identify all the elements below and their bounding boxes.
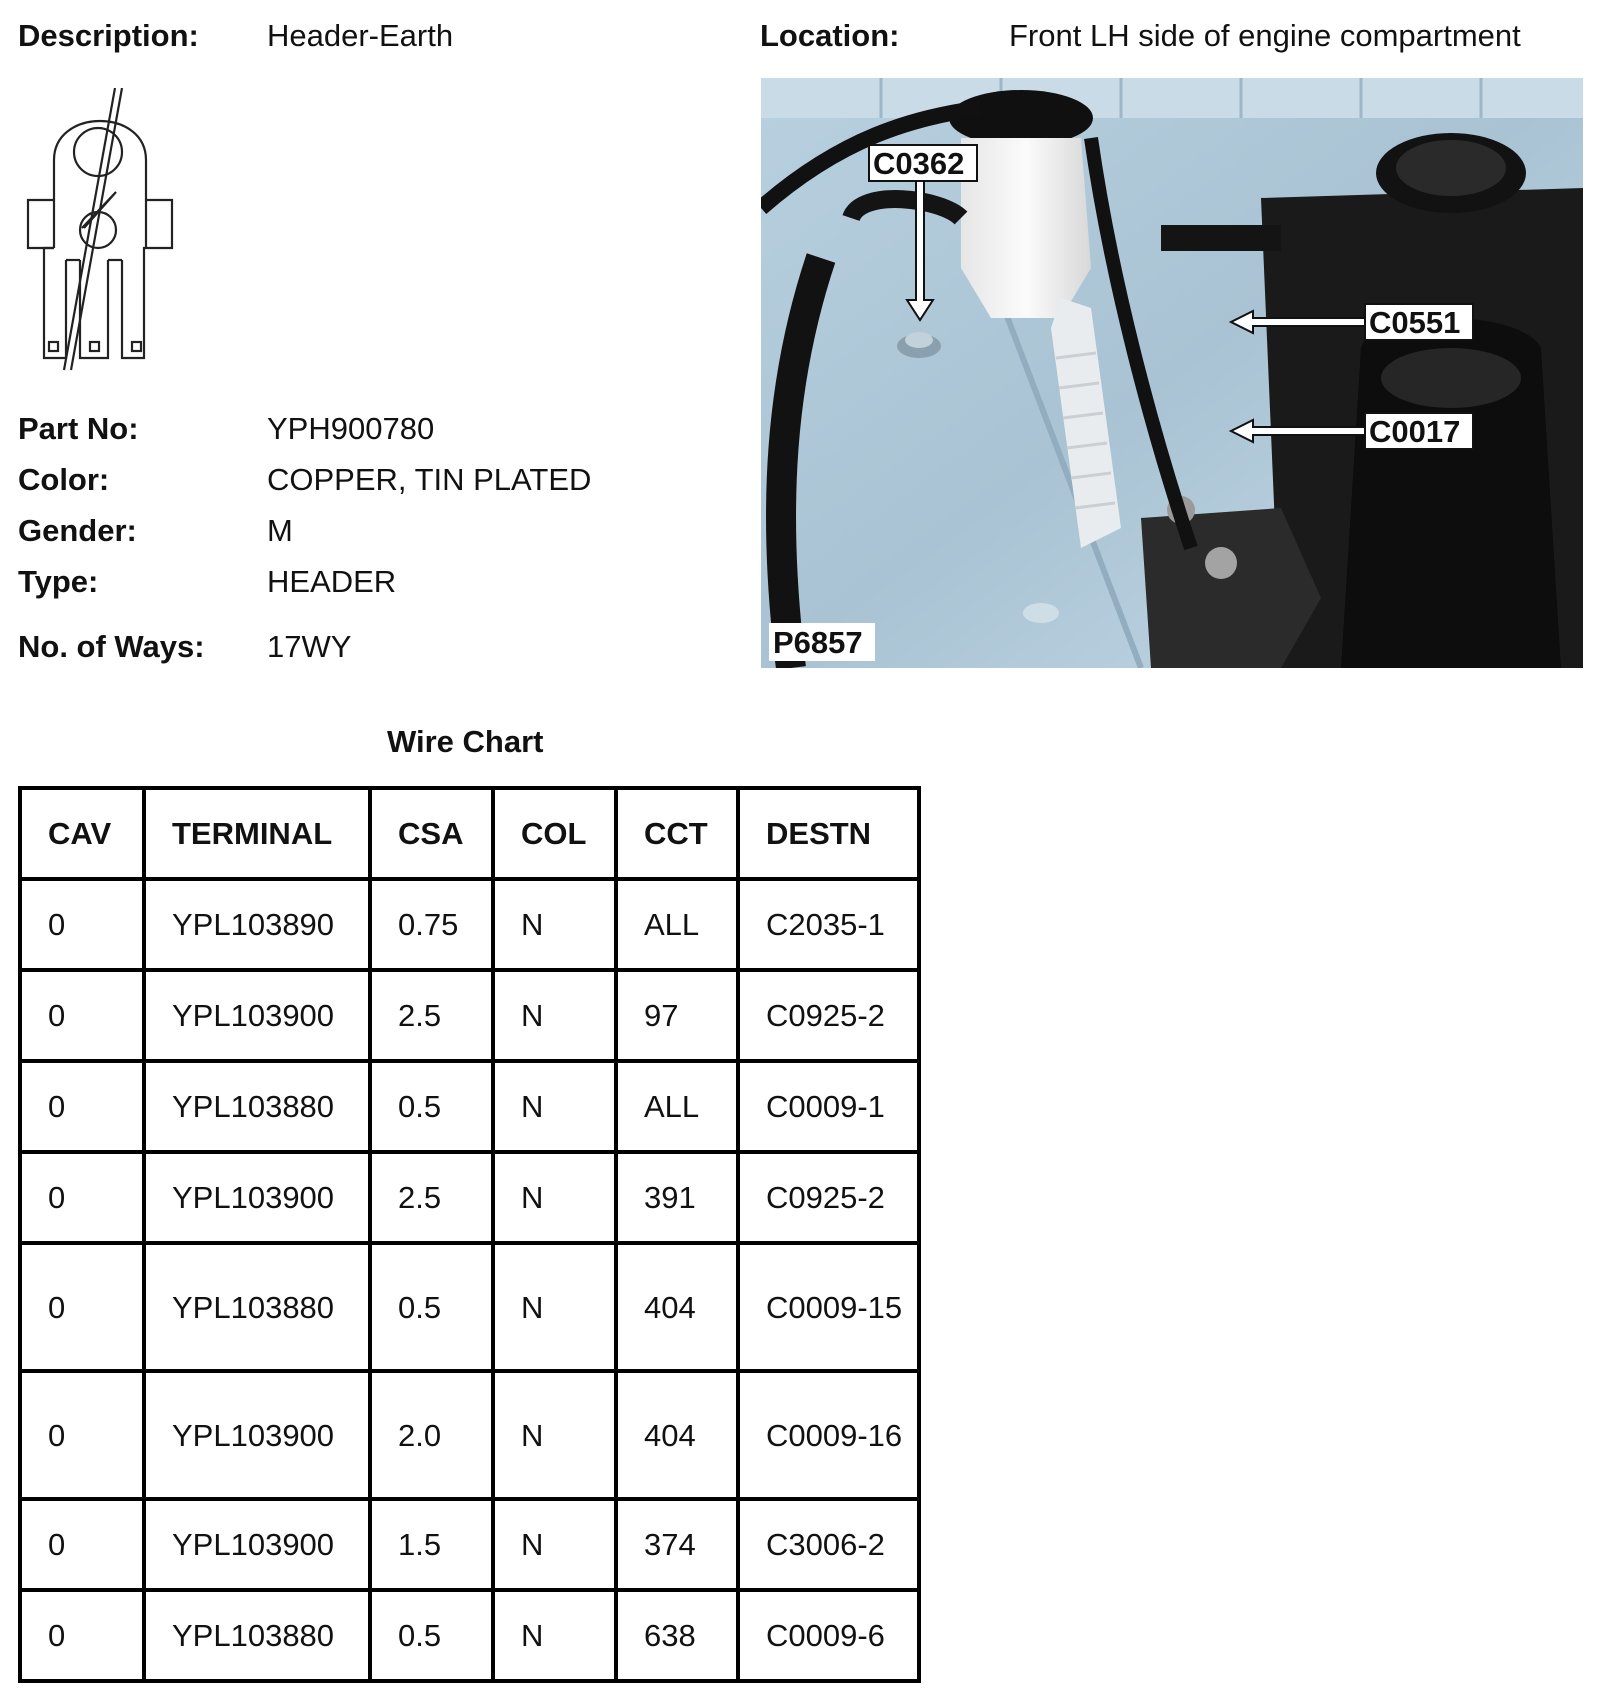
cell-csa: 2.5 xyxy=(370,970,493,1061)
location-label: Location: xyxy=(760,18,900,53)
cell-csa: 2.0 xyxy=(370,1371,493,1499)
part-no-value: YPH900780 xyxy=(267,411,435,446)
color-label: Color: xyxy=(18,462,110,497)
wire-chart-table xyxy=(18,786,921,1683)
cell-csa: 0.5 xyxy=(370,1243,493,1371)
gender-label: Gender: xyxy=(18,513,137,548)
column-header-terminal: TERMINAL xyxy=(144,788,370,879)
description-label: Description: xyxy=(18,18,199,53)
column-header-cav: CAV xyxy=(20,788,144,879)
cell-col: N xyxy=(493,1061,616,1152)
cell-cct: 391 xyxy=(616,1152,738,1243)
column-header-cct: CCT xyxy=(616,788,738,879)
table-row xyxy=(20,1371,919,1499)
cell-col: N xyxy=(493,1243,616,1371)
cell-cct: 404 xyxy=(616,1243,738,1371)
cell-col: N xyxy=(493,879,616,970)
cell-cav: 0 xyxy=(20,1061,144,1152)
cell-cav: 0 xyxy=(20,1243,144,1371)
description-value: Header-Earth xyxy=(267,18,454,53)
cell-col: N xyxy=(493,970,616,1061)
header-earth-symbol-icon xyxy=(24,88,176,374)
table-row xyxy=(20,1061,919,1152)
cell-terminal: YPL103880 xyxy=(144,1590,370,1681)
table-row xyxy=(20,970,919,1061)
cell-destn: C0009-6 xyxy=(738,1590,919,1681)
cell-cct: 404 xyxy=(616,1371,738,1499)
no-of-ways-label: No. of Ways: xyxy=(18,629,205,664)
color-value: COPPER, TIN PLATED xyxy=(267,462,592,497)
cell-destn: C0009-16 xyxy=(738,1371,919,1499)
cell-cav: 0 xyxy=(20,1590,144,1681)
cell-col: N xyxy=(493,1499,616,1590)
cell-destn: C3006-2 xyxy=(738,1499,919,1590)
cell-destn: C2035-1 xyxy=(738,879,919,970)
no-of-ways-value: 17WY xyxy=(267,629,352,664)
table-row xyxy=(20,1243,919,1371)
column-header-csa: CSA xyxy=(370,788,493,879)
table-row xyxy=(20,1499,919,1590)
cell-cct: 97 xyxy=(616,970,738,1061)
gender-value: M xyxy=(267,513,293,548)
cell-cct: ALL xyxy=(616,879,738,970)
column-header-col: COL xyxy=(493,788,616,879)
cell-csa: 0.5 xyxy=(370,1590,493,1681)
cell-cav: 0 xyxy=(20,1371,144,1499)
callout-c0017: C0017 xyxy=(1369,414,1461,449)
callout-c0551: C0551 xyxy=(1369,305,1461,340)
table-row xyxy=(20,1152,919,1243)
table-row xyxy=(20,879,919,970)
cell-cav: 0 xyxy=(20,1152,144,1243)
cell-cct: 374 xyxy=(616,1499,738,1590)
cell-terminal: YPL103900 xyxy=(144,1499,370,1590)
cell-col: N xyxy=(493,1152,616,1243)
cell-destn: C0925-2 xyxy=(738,970,919,1061)
cell-terminal: YPL103890 xyxy=(144,879,370,970)
location-value: Front LH side of engine compartment xyxy=(1009,18,1521,53)
cell-col: N xyxy=(493,1371,616,1499)
callout-c0362: C0362 xyxy=(873,146,965,181)
cell-cav: 0 xyxy=(20,879,144,970)
cell-destn: C0009-15 xyxy=(738,1243,919,1371)
cell-cct: ALL xyxy=(616,1061,738,1152)
cell-cct: 638 xyxy=(616,1590,738,1681)
cell-destn: C0925-2 xyxy=(738,1152,919,1243)
column-header-destn: DESTN xyxy=(738,788,919,879)
cell-terminal: YPL103900 xyxy=(144,1152,370,1243)
location-photo xyxy=(761,78,1583,668)
cell-terminal: YPL103880 xyxy=(144,1061,370,1152)
cell-terminal: YPL103900 xyxy=(144,1371,370,1499)
type-label: Type: xyxy=(18,564,99,599)
photo-id: P6857 xyxy=(773,625,863,660)
cell-destn: C0009-1 xyxy=(738,1061,919,1152)
table-row xyxy=(20,1590,919,1681)
table-header-row xyxy=(20,788,919,879)
cell-col: N xyxy=(493,1590,616,1681)
cell-cav: 0 xyxy=(20,970,144,1061)
cell-csa: 2.5 xyxy=(370,1152,493,1243)
cell-csa: 0.5 xyxy=(370,1061,493,1152)
cell-terminal: YPL103880 xyxy=(144,1243,370,1371)
cell-cav: 0 xyxy=(20,1499,144,1590)
type-value: HEADER xyxy=(267,564,397,599)
cell-csa: 0.75 xyxy=(370,879,493,970)
cell-csa: 1.5 xyxy=(370,1499,493,1590)
wire-chart-title: Wire Chart xyxy=(387,724,544,759)
part-no-label: Part No: xyxy=(18,411,139,446)
cell-terminal: YPL103900 xyxy=(144,970,370,1061)
